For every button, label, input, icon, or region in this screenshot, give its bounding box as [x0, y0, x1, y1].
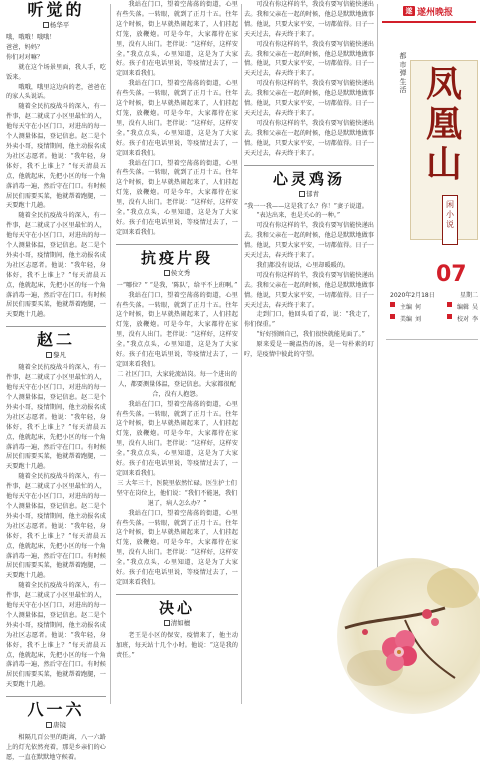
body-text: 我站在门口，望着空荡荡的街道，心里有些失落。一转眼，就到了正月十五。往年这个时候，街上早就热闹起来了，人们挂起灯笼，放鞭炮。可是今年，大家都待在家里，没有人出门。老伴说：“这样好，这样安全。”我点点头，心里知道，这是为了大家好。孩子们在电话里说，等疫情过去了，一定回来看我们。: [116, 1, 238, 78]
article-author: 郁青: [244, 189, 374, 200]
article-title-zhao-er: 赵二: [36, 330, 75, 350]
body-text: 随着全民抗疫战斗的深入，有一件事，赵二就成了小区里最忙的人，他每天守在小区门口，对进出的每一个人测量体温，登记信息。赵二是个外卖小哥，疫情期间，他主动报名成为社区志愿者。他说：“我年轻，身体好，我不上谁上？”每天清晨五点，他就起床，先把小区的每一个角落消毒一遍，然后守在门口。有时候居民们需要买菜，他就帮着跑腿，一天要跑十几趟。: [6, 212, 106, 319]
section-text: 我们都没有说话，心里却暖暖的。: [256, 261, 350, 269]
body-text: 可没有你这样的半，我没有要写信能快递出去。我和父亲在一起的时候，他总是默默地做事情。他说，只要大家平安，一切都值得。日子一天天过去，春天终于来了。: [244, 222, 374, 260]
masthead-title: 凤凰山: [425, 63, 462, 185]
section-label: 都市弹生活: [399, 52, 407, 94]
body-text: 相隔几百公里的距离，八一六路上的灯光依然亮着，那是乡亲们的心愿，一直在默默地守候着。: [6, 734, 106, 761]
section-text: “我一一我——这是我了么？你！”妻子说道。: [244, 202, 368, 210]
body-text: 我站在门口，望着空荡荡的街道，心里有些失落。一转眼，就到了正月十五。往年这个时候，街上早就热闹起来了，人们挂起灯笼，放鞭炮。可是今年，大家都待在家里，没有人出门。老伴说：“这样好，这样安全。”我点点头，心里知道，这是为了大家好。孩子们在电话里说，等疫情过去了，一定回来看我们。: [116, 291, 238, 368]
newspaper-logo: 遂 遂州晚报: [382, 4, 474, 18]
header-rule: [382, 21, 476, 23]
author-box-icon: [299, 191, 305, 197]
section-text: 一“哪位？” “是我，‘陈队’，给平不上班啊。”: [116, 281, 238, 289]
body-text: 随着全民抗疫战斗的深入，有一件事，赵二就成了小区里最忙的人，他每天守在小区门口，对进出的每一个人测量体温，登记信息。赵二是个外卖小哥，疫情期间，他主动报名成为社区志愿者。他说：“我年轻，身体好，我不上谁上？”每天清晨五点，他就起床，先把小区的每一个角落消毒一遍，然后守在门口。有时候居民们需要买菜，他就帮着跑腿，一天要跑十几趟。: [6, 582, 106, 689]
author-box-icon: [46, 722, 52, 728]
issue-weekday: 星期二: [459, 292, 478, 299]
body-text: 老王是小区的保安，疫情来了，他主动加班，每天站十几个小时。他说：“这是我的责任。”: [116, 631, 238, 659]
section-text: 原来爱是一碗温热的汤，是一句朴素的叮咛，是疫情中彼此的守望。: [244, 341, 374, 359]
square-icon: [390, 302, 395, 307]
article-author: 清如檀: [116, 618, 238, 629]
intro-line: 你们对对嘛？: [6, 53, 44, 61]
issue-info: 2020年2月18日 星期二 主编 何 编辑 吴 美编 刘 校对 李: [390, 292, 478, 323]
section-text: “好好照顾自己，我们很快就能见面了。”: [256, 331, 365, 339]
column-divider: [241, 4, 242, 704]
author-box-icon: [164, 270, 170, 276]
divider: [116, 244, 238, 245]
intro-line: 就在这个场景里面，我人手，吃饭来。: [6, 63, 106, 81]
article-author: 唐镜: [6, 720, 106, 731]
author-box-icon: [164, 620, 170, 626]
section-text: 二 社区门口，大家轮流站岗。每一个进出的人，都要测量体温，登记信息。大家都很配合，没有人抱怨。: [117, 370, 237, 398]
author-box-icon: [43, 22, 49, 28]
column-1: [6, 0, 106, 761]
divider: [6, 326, 106, 327]
body-text: 我站在门口，望着空荡荡的街道，心里有些失落。一转眼，就到了正月十五。往年这个时候，街上早就热闹起来了，人们挂起灯笼，放鞭炮。可是今年，大家都待在家里，没有人出门。老伴说：“这样好，这样安全。”我点点头，心里知道，这是为了大家好。孩子们在电话里说，等疫情过去了，一定回来看我们。: [116, 400, 238, 477]
body-text: 随着全民抗疫战斗的深入，有一件事，赵二就成了小区里最忙的人，他每天守在小区门口，对进出的每一个人测量体温，登记信息。赵二是个外卖小哥，疫情期间，他主动报名成为社区志愿者。他说：“我年轻，身体好，我不上谁上？”每天清晨五点，他就起床，先把小区的每一个角落消毒一遍，然后守在门口。有时候居民们需要买菜，他就帮着跑腿，一天要跑十几趟。: [6, 103, 106, 210]
intro-line: 哦，哦哦！哦哦！: [6, 34, 56, 41]
body-text: 可没有你这样的半，我没有要写信能快递出去。我和父亲在一起的时候，他总是默默地做事情。他说，只要大家平安，一切都值得。日子一天天过去，春天终于来了。: [244, 119, 374, 157]
article-title-listening: 听觉的: [27, 0, 85, 19]
body-text: 我站在门口，望着空荡荡的街道，心里有些失落。一转眼，就到了正月十五。往年这个时候，街上早就热闹起来了，人们挂起灯笼，放鞭炮。可是今年，大家都待在家里，没有人出门。老伴说：“这样好，这样安全。”我点点头，心里知道，这是为了大家好。孩子们在电话里说，等疫情过去了，一定回来看我们。: [116, 159, 238, 236]
body-text: 我站在门口，望着空荡荡的街道，心里有些失落。一转眼，就到了正月十五。往年这个时候，街上早就热闹起来了，人们挂起灯笼，放鞭炮。可是今年，大家都待在家里，没有人出门。老伴说：“这样好，这样安全。”我点点头，心里知道，这是为了大家好。孩子们在电话里说，等疫情过去了，一定回来看我们。: [116, 509, 238, 586]
intro-line: 爸爸，妈妈？: [6, 43, 44, 51]
plum-blossom-photo: [335, 548, 480, 710]
section-text: “表达出来，也是关心的一种。”: [256, 212, 341, 220]
page-number: 07: [436, 262, 467, 287]
body-text: 随着全民抗疫战斗的深入，有一件事，赵二就成了小区里最忙的人，他每天守在小区门口，对进出的每一个人测量体温，登记信息。赵二是个外卖小哥，疫情期间，他主动报名成为社区志愿者。他说：“我年轻，身体好，我不上谁上？”每天清晨五点，他就起床，先把小区的每一个角落消毒一遍，然后守在门口。有时候居民们需要买菜，他就帮着跑腿，一天要跑十几趟。: [6, 473, 106, 580]
issue-date: 2020年2月18日: [390, 292, 435, 299]
square-icon: [447, 302, 452, 307]
body-text: 随着全民抗疫战斗的深入，有一件事，赵二就成了小区里最忙的人，他每天守在小区门口，对进出的每一个人测量体温，登记信息。赵二是个外卖小哥，疫情期间，他主动报名成为社区志愿者。他说：“我年轻，身体好，我不上谁上？”每天清晨五点，他就起床，先把小区的每一个角落消毒一遍，然后守在门口。有时候居民们需要买菜，他就帮着跑腿，一天要跑十几趟。: [6, 364, 106, 471]
divider: [244, 165, 374, 166]
body-text: 可没有你这样的半，我没有要写信能快递出去。我和父亲在一起的时候，他总是默默地做事情。他说，只要大家平安，一切都值得。日子一天天过去，春天终于来了。: [244, 80, 374, 117]
column-2: [116, 0, 238, 706]
section-text: 走到门口，他回头看了看，说：“我走了，你们保重。”: [244, 311, 374, 329]
subsection-badge: 闲小说: [442, 195, 458, 245]
body-text: 可没有你这样的半，我没有要写信能快递出去。我和父亲在一起的时候，他总是默默地做事情。他说，只要大家平安，一切都值得。日子一天天过去，春天终于来了。: [244, 40, 374, 78]
square-icon: [390, 314, 395, 319]
body-text: 可没有你这样的半，我没有要写信能快递出去。我和父亲在一起的时候，他总是默默地做事情。他说，只要大家平安，一切都值得。日子一天天过去，春天终于来了。: [244, 271, 374, 309]
divider: [116, 594, 238, 595]
body-text: 我站在门口，望着空荡荡的街道，心里有些失落。一转眼，就到了正月十五。往年这个时候，街上早就热闹起来了，人们挂起灯笼，放鞭炮。可是今年，大家都待在家里，没有人出门。老伴说：“这样好，这样安全。”我点点头，心里知道，这是为了大家好。孩子们在电话里说，等疫情过去了，一定回来看我们。: [116, 80, 238, 157]
divider: [386, 339, 478, 340]
article-title-chicken-soup: 心灵鸡汤: [272, 169, 345, 188]
intro-line: 哦哦，哦里这边向的老，爸爸在的家人头说话。: [6, 83, 106, 101]
article-title-816: 八一六: [27, 700, 85, 720]
author-box-icon: [46, 352, 52, 358]
body-text: 可没有你这样的半，我没有要写信能快递出去。我和父亲在一起的时候，他总是默默地做事情。他说，只要大家平安，一切都值得。日子一天天过去，春天终于来了。: [244, 1, 374, 38]
section-text: 三 大年三十，医院里依然忙碌。医生护士们坚守在岗位上，他们说：“我们不能退，我们退了，病人怎么办？”: [116, 479, 238, 507]
article-author: 黎凡: [6, 350, 106, 361]
square-icon: [447, 314, 452, 319]
logo-mark-icon: 遂: [403, 6, 415, 16]
article-author: 侯文秀: [116, 268, 238, 279]
article-author: 杨华平: [6, 20, 106, 31]
article-title-resolve: 决心: [158, 598, 195, 617]
article-title-anti-epidemic: 抗疫片段: [140, 248, 213, 267]
divider: [6, 696, 106, 697]
column-divider: [110, 4, 111, 704]
